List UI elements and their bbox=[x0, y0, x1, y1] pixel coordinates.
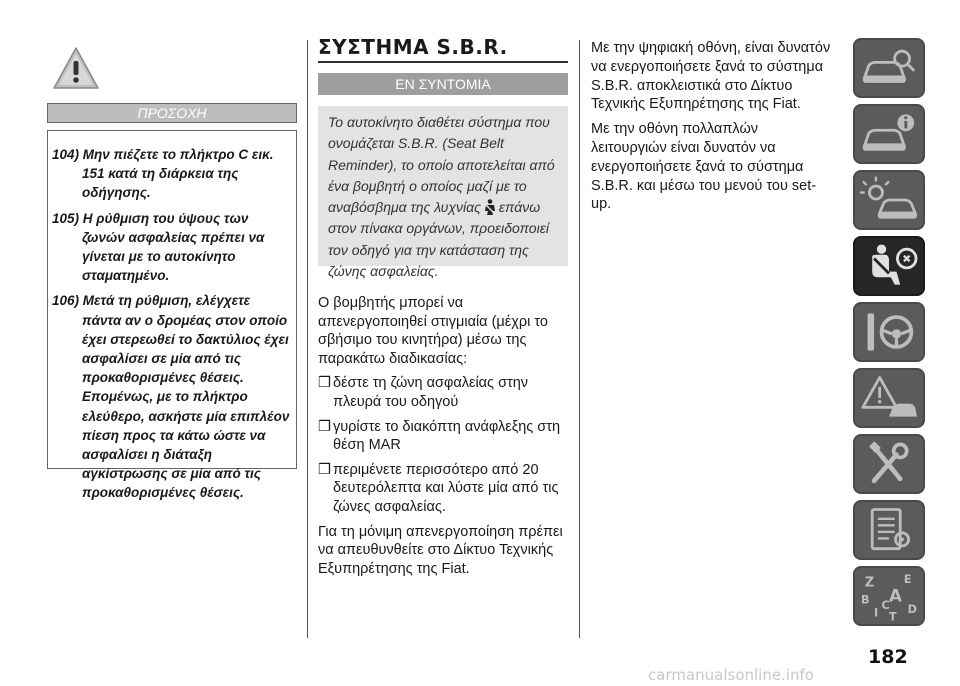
summary-text: Το αυτοκίνητο διαθέτει σύστημα που ονομάζεται S.B.R. (Seat Belt Reminder), το οποίο αποτελείται από ένα βομβητή ο οποίος μαζί με το αναβόσβημα της λυχνίας bbox=[328, 114, 555, 216]
tab-car-lights[interactable] bbox=[853, 170, 925, 230]
note-text: Η ρύθμιση του ύψους των ζωνών ασφαλείας πρέπει να γίνεται με το αυτοκίνητο σταματημένο. bbox=[82, 210, 265, 284]
procedure-step bbox=[318, 418, 573, 455]
procedure-step bbox=[318, 374, 573, 411]
reactivation-text bbox=[591, 39, 836, 220]
procedure-step bbox=[318, 461, 573, 517]
column-divider bbox=[307, 40, 308, 638]
index-letter: D bbox=[907, 602, 917, 616]
procedure-text bbox=[318, 294, 573, 584]
seat-airbag-icon bbox=[855, 238, 923, 294]
index-letter: C bbox=[881, 599, 890, 613]
caution-notes-box bbox=[47, 130, 297, 501]
car-search-icon bbox=[855, 40, 923, 96]
tools-icon bbox=[855, 436, 923, 492]
summary-box bbox=[318, 106, 568, 280]
note-text: Μετά τη ρύθμιση, ελέγχετε πάντα αν ο δρομέας στον οποίο έχει στερεωθεί το δακτύλιος έχει ασφαλίσει σε μία από τις προκαθορισμένες θέσεις. Επομένως, με το πλήκτρο ελεύθερο, ασκήστε μία επιπλέον πίεση προς τα κάτω ώστε να ασφαλίσει η διάταξη αγκίστρωσης σε μία από τις προκαθορισμένες θέσεις. bbox=[82, 293, 290, 501]
index-letter: B bbox=[861, 593, 870, 607]
permanent-deactivation-paragraph: Για τη μόνιμη απενεργοποίηση πρέπει να απευθυνθείτε στο Δίκτυο Τεχνικής Εξυπηρέτησης της Fiat. bbox=[318, 523, 563, 577]
steering-wheel-icon bbox=[855, 304, 923, 360]
digital-display-paragraph: Με την ψηφιακή οθόνη, είναι δυνατόν να ενεργοποιήσετε ξανά το σύστημα S.B.R. αποκλειστικά στο Δίκτυο Τεχνικής Εξυπηρέτησης της Fiat. bbox=[591, 40, 831, 113]
car-warning-icon bbox=[855, 370, 923, 426]
step-text: δέστε τη ζώνη ασφαλείας στην πλευρά του οδηγού bbox=[333, 375, 529, 410]
tab-steering-wheel[interactable] bbox=[853, 302, 925, 362]
summary-text-continued: επάνω στον πίνακα οργάνων, προειδοποιεί τον οδηγό για την κατάσταση της ζώνης ασφαλείας. bbox=[328, 199, 549, 280]
checkbox-bullet-icon: ❒ bbox=[318, 375, 331, 392]
tab-specs-list[interactable] bbox=[853, 500, 925, 560]
tab-car-search[interactable] bbox=[853, 38, 925, 98]
note-text: Μην πιέζετε το πλήκτρο C εικ. 151 κατά τη διάρκεια της οδήγησης. bbox=[82, 147, 274, 201]
note-number: 104) bbox=[52, 147, 80, 162]
page-number: 182 bbox=[868, 646, 908, 668]
index-letter: I bbox=[874, 606, 879, 620]
seat-belt-warning-icon bbox=[483, 199, 497, 215]
specs-list-icon bbox=[855, 502, 923, 558]
tab-seat-airbag[interactable] bbox=[853, 236, 925, 296]
tab-car-info[interactable] bbox=[853, 104, 925, 164]
section-title: ΣΥΣΤΗΜΑ S.B.R. bbox=[318, 35, 568, 63]
tab-alphabetical-index[interactable] bbox=[853, 566, 925, 626]
column-divider bbox=[579, 40, 580, 638]
index-letter: Z bbox=[864, 575, 875, 591]
tab-car-warning[interactable] bbox=[853, 368, 925, 428]
intro-paragraph: Ο βομβητής μπορεί να απενεργοποιηθεί στιγμιαία (μέχρι το σβήσιμο του κινητήρα) μέσω της παρακάτω διαδικασίας: bbox=[318, 295, 548, 367]
summary-header: ΕΝ ΣΥΝΤΟΜΙΑ bbox=[318, 73, 568, 95]
note-number: 105) bbox=[52, 210, 80, 226]
multifunction-display-paragraph: Με την οθόνη πολλαπλών λειτουργιών είναι δυνατόν να ενεργοποιήσετε ξανά το σύστημα S.B.R. και μέσω του μενού του set-up. bbox=[591, 121, 817, 213]
checkbox-bullet-icon: ❒ bbox=[318, 418, 331, 435]
step-text: περιμένετε περισσότερο από 20 δευτερόλεπτα και λύστε μία από τις ζώνες ασφαλείας. bbox=[333, 461, 559, 515]
warning-triangle-icon bbox=[52, 46, 100, 90]
caution-note bbox=[52, 291, 290, 502]
index-letter: T bbox=[889, 610, 897, 624]
index-letter: E bbox=[903, 572, 912, 586]
car-lights-icon bbox=[855, 172, 923, 228]
watermark: carmanualsonline.info bbox=[648, 666, 814, 684]
index-letter: A bbox=[889, 585, 902, 606]
caution-note bbox=[52, 209, 290, 286]
caution-header: ΠΡΟΣΟΧΗ bbox=[47, 103, 297, 123]
caution-note bbox=[52, 145, 290, 203]
alphabet-index-icon bbox=[855, 568, 923, 624]
tab-tools[interactable] bbox=[853, 434, 925, 494]
checkbox-bullet-icon: ❒ bbox=[318, 461, 331, 478]
car-info-icon bbox=[855, 106, 923, 162]
step-text: γυρίστε το διακόπτη ανάφλεξης στη θέση MAR bbox=[333, 418, 561, 454]
note-number: 106) bbox=[52, 293, 80, 309]
